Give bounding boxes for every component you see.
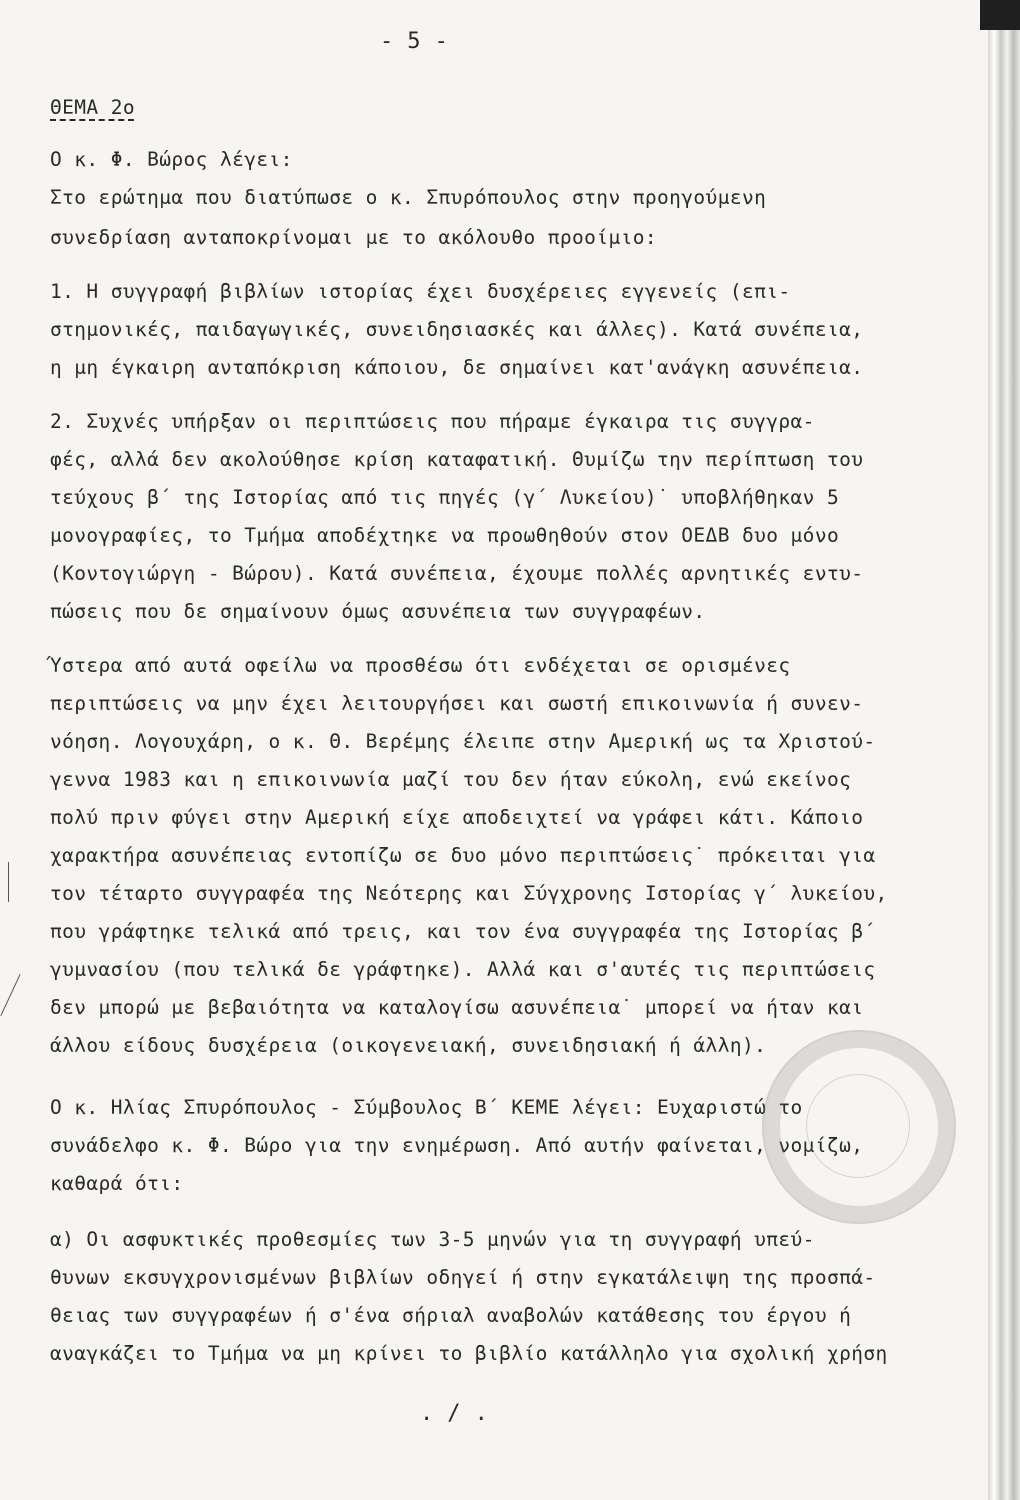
- margin-mark: [8, 862, 9, 902]
- text-line: Ο κ. Φ. Βώρος λέγει:: [50, 148, 293, 171]
- text-line: τον τέταρτο συγγραφέα της Νεότερης και Σύγχρονης Ιστορίας γ΄ λυκείου,: [50, 882, 888, 905]
- text-line: 1. Η συγγραφή βιβλίων ιστορίας έχει δυσχέρειες εγγενείς (επι-: [50, 280, 791, 303]
- text-line: πολύ πριν φύγει στην Αμερική είχε αποδειχτεί να γράφει κάτι. Κάποιο: [50, 806, 864, 829]
- section-heading: ΘΕΜΑ 2ο: [50, 96, 135, 119]
- text-line: η μη έγκαιρη ανταπόκριση κάποιου, δε σημαίνει κατ'ανάγκη ασυνέπεια.: [50, 356, 864, 379]
- page-number: - 5 -: [380, 29, 449, 54]
- text-line: περιπτώσεις να μην έχει λειτουργήσει και σωστή επικοινωνία ή συνεν-: [50, 692, 864, 715]
- text-line: δεν μπορώ με βεβαιότητα να καταλογίσω ασυνέπεια˙ μπορεί να ήταν και: [50, 996, 864, 1019]
- text-line: θειας των συγγραφέων ή σ'ένα σήριαλ αναβολών κατάθεσης του έργου ή: [50, 1304, 852, 1327]
- text-line: τεύχους β΄ της Ιστορίας από τις πηγές (γ΄ Λυκείου)˙ υποβλήθηκαν 5: [50, 486, 840, 509]
- text-line: Στο ερώτημα που διατύπωσε ο κ. Σπυρόπουλος στην προηγούμενη: [50, 186, 767, 209]
- book-page-edges: [988, 0, 1020, 1500]
- text-line: πώσεις που δε σημαίνουν όμως ασυνέπεια των συγγραφέων.: [50, 600, 706, 623]
- margin-mark: [0, 974, 20, 1016]
- text-line: συνάδελφο κ. Φ. Βώρο για την ενημέρωση. Από αυτήν φαίνεται, νομίζω,: [50, 1134, 864, 1157]
- text-line: α) Οι ασφυκτικές προθεσμίες των 3-5 μηνών για τη συγγραφή υπεύ-: [50, 1228, 815, 1251]
- official-stamp: [762, 1030, 956, 1224]
- text-line: 2. Συχνές υπήρξαν οι περιπτώσεις που πήραμε έγκαιρα τις συγγρα-: [50, 410, 815, 433]
- text-line: γυμνασίου (που τελικά δε γράφτηκε). Αλλά και σ'αυτές τις περιπτώσεις: [50, 958, 876, 981]
- text-line: μονογραφίες, το Τμήμα αποδέχτηκε να προωθηθούν στον ΟΕΔΒ δυο μόνο: [50, 524, 840, 547]
- continuation-mark: . / .: [420, 1401, 489, 1426]
- text-line: που γράφτηκε τελικά από τρεις, και τον ένα συγγραφέα της Ιστορίας β΄: [50, 920, 876, 943]
- text-line: καθαρά ότι:: [50, 1172, 184, 1195]
- text-line: θυνων εκσυγχρονισμένων βιβλίων οδηγεί ή στην εγκατάλειψη της προσπά-: [50, 1266, 876, 1289]
- text-line: (Κοντογιώργη - Βώρου). Κατά συνέπεια, έχουμε πολλές αρνητικές εντυ-: [50, 562, 864, 585]
- stamp-inner-ring: [806, 1074, 910, 1178]
- text-line: νόηση. Λογουχάρη, ο κ. Θ. Βερέμης έλειπε στην Αμερική ως τα Χριστού-: [50, 730, 876, 753]
- text-line: χαρακτήρα ασυνέπειας εντοπίζω σε δυο μόνο περιπτώσεις˙ πρόκειται για: [50, 844, 876, 867]
- text-line: Ο κ. Ηλίας Σπυρόπουλος - Σύμβουλος Β΄ ΚΕΜΕ λέγει: Ευχαριστώ το: [50, 1096, 803, 1119]
- text-line: γεννα 1983 και η επικοινωνία μαζί του δεν ήταν εύκολη, ενώ εκείνος: [50, 768, 852, 791]
- scan-corner: [980, 0, 1020, 30]
- text-line: φές, αλλά δεν ακολούθησε κρίση καταφατική. Θυμίζω την περίπτωση του: [50, 448, 864, 471]
- text-line: άλλου είδους δυσχέρεια (οικογενειακή, συνειδησιακή ή άλλη).: [50, 1034, 767, 1057]
- text-line: στημονικές, παιδαγωγικές, συνειδησιασκές και άλλες). Κατά συνέπεια,: [50, 318, 864, 341]
- text-line: αναγκάζει το Τμήμα να μη κρίνει το βιβλίο κατάλληλο για σχολική χρήση: [50, 1342, 888, 1365]
- text-line: συνεδρίαση ανταποκρίνομαι με το ακόλουθο προοίμιο:: [50, 226, 657, 249]
- text-line: Ύστερα από αυτά οφείλω να προσθέσω ότι ενδέχεται σε ορισμένες: [50, 654, 791, 677]
